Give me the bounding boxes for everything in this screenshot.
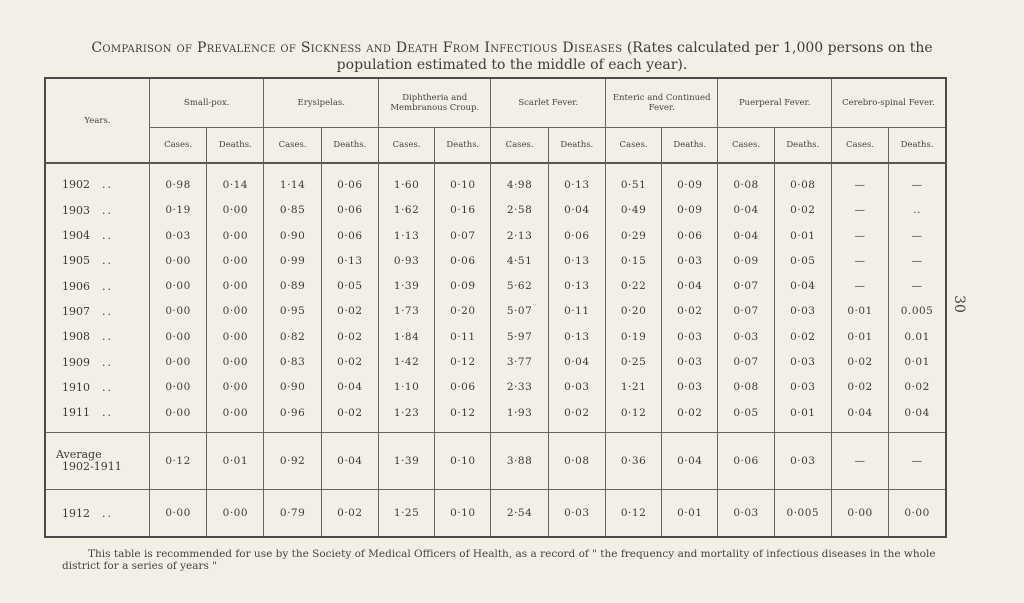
value-cell: 0·11: [548, 299, 605, 324]
value-cell: 0·04: [321, 375, 378, 400]
value-cell: 0·20: [605, 299, 661, 324]
value-cell: 0·12: [435, 349, 491, 374]
value-cell: 0·00: [149, 349, 206, 374]
value-cell: 0·13: [548, 274, 605, 299]
value-cell: 0·25: [605, 349, 661, 374]
deaths-subheader: Deaths.: [548, 128, 605, 164]
year-label: 1911: [62, 406, 90, 420]
year-cell: [45, 163, 149, 198]
statistics-table: [44, 77, 947, 538]
cases-subheader: Cases.: [605, 128, 661, 164]
value-cell: 2·54: [491, 490, 548, 537]
value-cell: 5·07: [491, 299, 548, 324]
leader-dots: ..: [102, 330, 113, 344]
value-cell: 1·14: [264, 163, 321, 198]
value-cell: 0·005: [774, 490, 831, 537]
disease-header: Small-pox.: [149, 78, 264, 128]
leader-dots: ..: [102, 203, 113, 217]
average-value-cell: 0·04: [321, 432, 378, 490]
value-cell: 0·20: [435, 299, 491, 324]
value-cell: 0·11: [435, 324, 491, 349]
value-cell: 0·00: [149, 490, 206, 537]
disease-header: Diphtheria and Membranous Croup.: [378, 78, 490, 128]
cases-subheader: Cases.: [264, 128, 321, 164]
table-body: [45, 163, 946, 537]
average-value-cell: 0·03: [774, 432, 831, 490]
value-cell: 0·02: [321, 400, 378, 432]
year-label: 1907: [62, 304, 90, 318]
footnote: This table is recommended for use by the Society of Medical Officers of Health, as a record of " the frequency and mortality of infectious diseases in the whole district for a series of years ": [62, 548, 936, 572]
year-label: 1912: [62, 506, 90, 520]
page-number: 30: [950, 295, 967, 313]
leader-dots: ..: [102, 506, 113, 520]
year-cell: [45, 324, 149, 349]
value-cell: 0·00: [207, 223, 264, 248]
value-cell: 0·06: [662, 223, 718, 248]
value-cell: 0.005: [889, 299, 946, 324]
value-cell: 0·19: [605, 324, 661, 349]
year-cell: [45, 400, 149, 432]
average-value-cell: 0·92: [264, 432, 321, 490]
value-cell: —: [889, 248, 946, 273]
title-note-line2: population estimated to the middle of each year).: [336, 57, 688, 73]
value-cell: 0·06: [548, 223, 605, 248]
disease-header-row: [45, 78, 946, 128]
value-cell: 0·00: [207, 274, 264, 299]
average-row: [45, 432, 946, 490]
value-cell: 0·00: [831, 490, 888, 537]
value-cell: 0·14: [207, 163, 264, 198]
value-cell: 0·90: [264, 223, 321, 248]
leader-dots: ..: [102, 178, 113, 192]
value-cell: 0·02: [774, 198, 831, 223]
value-cell: 0·02: [321, 349, 378, 374]
average-value-cell: 0·08: [548, 432, 605, 490]
table-row: [45, 349, 946, 374]
average-value-cell: 1·39: [378, 432, 434, 490]
value-cell: 0·05: [774, 248, 831, 273]
value-cell: 0·07: [718, 349, 774, 374]
value-cell: 0·03: [774, 375, 831, 400]
year-cell: [45, 299, 149, 324]
table-row: [45, 375, 946, 400]
value-cell: 0·01: [774, 223, 831, 248]
value-cell: 5·62: [491, 274, 548, 299]
value-cell: 0·13: [548, 163, 605, 198]
value-cell: 0·03: [774, 299, 831, 324]
value-cell: 0·29: [605, 223, 661, 248]
year-label: 1902: [62, 178, 90, 192]
value-cell: —: [889, 223, 946, 248]
value-cell: 0·04: [548, 198, 605, 223]
year-label: 1909: [62, 355, 90, 369]
deaths-subheader: Deaths.: [321, 128, 378, 164]
value-cell: 5·97: [491, 324, 548, 349]
year-label: 1910: [62, 380, 90, 394]
year-cell: [45, 248, 149, 273]
year-cell: [45, 375, 149, 400]
value-cell: 0·13: [548, 324, 605, 349]
value-cell: 0·08: [718, 375, 774, 400]
value-cell: 0·98: [149, 163, 206, 198]
average-value-cell: 0·01: [207, 432, 264, 490]
disease-header: Puerperal Fever.: [718, 78, 831, 128]
average-label-line2: 1902-1911: [62, 459, 122, 473]
value-cell: 0·09: [662, 198, 718, 223]
disease-header: Enteric and Continued Fever.: [605, 78, 717, 128]
value-cell: 0·12: [605, 400, 661, 432]
table-row: [45, 400, 946, 432]
value-cell: 0·01: [662, 490, 718, 537]
value-cell: 4·98: [491, 163, 548, 198]
value-cell: 0·03: [662, 324, 718, 349]
value-cell: 0·02: [321, 490, 378, 537]
value-cell: ..: [889, 198, 946, 223]
value-cell: 0·04: [718, 198, 774, 223]
value-cell: 0·89: [264, 274, 321, 299]
average-value-cell: 0·10: [435, 432, 491, 490]
value-cell: 0·22: [605, 274, 661, 299]
value-cell: 2·13: [491, 223, 548, 248]
value-cell: 0·01: [831, 324, 888, 349]
deaths-subheader: Deaths.: [774, 128, 831, 164]
value-cell: 0·82: [264, 324, 321, 349]
value-cell: 0·85: [264, 198, 321, 223]
value-cell: 0·03: [718, 490, 774, 537]
deaths-subheader: Deaths.: [889, 128, 946, 164]
value-cell: 0·07: [718, 274, 774, 299]
year-label: 1903: [62, 203, 90, 217]
year-cell: [45, 198, 149, 223]
value-cell: 0·90: [264, 375, 321, 400]
cases-subheader: Cases.: [149, 128, 206, 164]
value-cell: 0·05: [321, 274, 378, 299]
year-cell: [45, 274, 149, 299]
value-cell: 3·77: [491, 349, 548, 374]
year-cell: [45, 349, 149, 374]
value-cell: 1·23: [378, 400, 434, 432]
value-cell: 0·49: [605, 198, 661, 223]
value-cell: 0·03: [662, 349, 718, 374]
value-cell: 0·00: [207, 198, 264, 223]
value-cell: 0.01: [889, 324, 946, 349]
value-cell: 0·04: [718, 223, 774, 248]
value-cell: 0·03: [662, 248, 718, 273]
title-note-line1: (Rates calculated per 1,000 persons on the: [626, 40, 933, 56]
average-label: [45, 432, 149, 490]
table-title: [40, 40, 984, 74]
value-cell: 0·09: [662, 163, 718, 198]
value-cell: 0·00: [207, 299, 264, 324]
value-cell: 1·13: [378, 223, 434, 248]
value-cell: 0·04: [548, 349, 605, 374]
cases-subheader: Cases.: [718, 128, 774, 164]
value-cell: 1·93: [491, 400, 548, 432]
disease-header: Scarlet Fever.: [491, 78, 606, 128]
average-value-cell: 0·12: [149, 432, 206, 490]
table-row: [45, 198, 946, 223]
average-value-cell: 0·04: [662, 432, 718, 490]
average-label-line1: Average: [56, 447, 102, 461]
value-cell: 1·39: [378, 274, 434, 299]
value-cell: 1·73: [378, 299, 434, 324]
value-cell: 0·03: [774, 349, 831, 374]
leader-dots: ..: [102, 229, 113, 243]
leader-dots: ..: [102, 380, 113, 394]
value-cell: 0·07: [718, 299, 774, 324]
value-cell: 0·03: [548, 490, 605, 537]
deaths-subheader: Deaths.: [662, 128, 718, 164]
deaths-subheader: Deaths.: [435, 128, 491, 164]
table-row: [45, 274, 946, 299]
table-row: [45, 163, 946, 198]
value-cell: —: [889, 163, 946, 198]
value-cell: 0·00: [207, 375, 264, 400]
value-cell: 0·93: [378, 248, 434, 273]
value-cell: 0·00: [889, 490, 946, 537]
year-label: 1905: [62, 254, 90, 268]
value-cell: 0·06: [435, 248, 491, 273]
value-cell: 0·05: [718, 400, 774, 432]
value-cell: 0·02: [774, 324, 831, 349]
value-cell: 0·02: [548, 400, 605, 432]
value-cell: 1·10: [378, 375, 434, 400]
value-cell: 1·42: [378, 349, 434, 374]
value-cell: 0·79: [264, 490, 321, 537]
value-cell: 0·95: [264, 299, 321, 324]
value-cell: —: [831, 223, 888, 248]
value-cell: 0·09: [718, 248, 774, 273]
value-cell: 0·02: [321, 299, 378, 324]
average-value-cell: 0·36: [605, 432, 661, 490]
value-cell: 0·02: [831, 375, 888, 400]
value-cell: —: [831, 163, 888, 198]
value-cell: 0·10: [435, 490, 491, 537]
table-row: [45, 324, 946, 349]
disease-header: Erysipelas.: [264, 78, 379, 128]
value-cell: 0·00: [149, 375, 206, 400]
leader-dots: ..: [102, 355, 113, 369]
value-cell: 0·08: [774, 163, 831, 198]
cases-subheader: Cases.: [378, 128, 434, 164]
disease-header: Cerebro-spinal Fever.: [831, 78, 946, 128]
value-cell: 0·10: [435, 163, 491, 198]
value-cell: 0·13: [548, 248, 605, 273]
value-cell: 0·96: [264, 400, 321, 432]
value-cell: 0·08: [718, 163, 774, 198]
value-cell: 0·03: [548, 375, 605, 400]
value-cell: —: [831, 248, 888, 273]
value-cell: 0·04: [831, 400, 888, 432]
value-cell: 4·51: [491, 248, 548, 273]
value-cell: 1·60: [378, 163, 434, 198]
table-row: [45, 223, 946, 248]
leader-dots: ..: [102, 304, 113, 318]
value-cell: —: [831, 274, 888, 299]
value-cell: 0·19: [149, 198, 206, 223]
year-label: 1908: [62, 330, 90, 344]
table-row-1912: [45, 490, 946, 537]
value-cell: 1·84: [378, 324, 434, 349]
value-cell: 0·06: [321, 163, 378, 198]
table-row: [45, 248, 946, 273]
value-cell: 0·03: [662, 375, 718, 400]
value-cell: 0·51: [605, 163, 661, 198]
value-cell: 1·25: [378, 490, 434, 537]
value-cell: 0·15: [605, 248, 661, 273]
value-cell: 0·00: [207, 248, 264, 273]
year-cell: [45, 490, 149, 537]
value-cell: 0·16: [435, 198, 491, 223]
value-cell: 0·01: [889, 349, 946, 374]
average-value-cell: 0·06: [718, 432, 774, 490]
value-cell: 0·00: [149, 299, 206, 324]
value-cell: 0·03: [718, 324, 774, 349]
value-cell: 0·01: [774, 400, 831, 432]
value-cell: 0·00: [207, 349, 264, 374]
value-cell: 2·58: [491, 198, 548, 223]
value-cell: 0·00: [149, 248, 206, 273]
value-cell: 0·00: [207, 490, 264, 537]
average-value-cell: —: [889, 432, 946, 490]
value-cell: 0·04: [774, 274, 831, 299]
value-cell: 0·00: [149, 274, 206, 299]
average-value-cell: —: [831, 432, 888, 490]
value-cell: 0·12: [435, 400, 491, 432]
value-cell: 2·33: [491, 375, 548, 400]
value-cell: —: [889, 274, 946, 299]
value-cell: —: [831, 198, 888, 223]
value-cell: 0·06: [321, 198, 378, 223]
cases-subheader: Cases.: [831, 128, 888, 164]
table-row: [45, 299, 946, 324]
year-label: 1904: [62, 229, 90, 243]
value-cell: 0·12: [605, 490, 661, 537]
value-cell: 0·03: [149, 223, 206, 248]
value-cell: 0·06: [435, 375, 491, 400]
leader-dots: ..: [102, 254, 113, 268]
average-value-cell: 3·88: [491, 432, 548, 490]
value-cell: 0·00: [207, 324, 264, 349]
value-cell: 0·01: [831, 299, 888, 324]
leader-dots: ..: [102, 406, 113, 420]
year-cell: [45, 223, 149, 248]
value-cell: 0·00: [149, 400, 206, 432]
value-cell: 0·00: [207, 400, 264, 432]
value-cell: 0·83: [264, 349, 321, 374]
value-cell: 0·02: [662, 400, 718, 432]
years-header: Years.: [45, 78, 149, 163]
value-cell: 0·00: [149, 324, 206, 349]
value-cell: 0·02: [831, 349, 888, 374]
title-caption: Comparison of Prevalence of Sickness and Death From Infectious Diseases: [91, 40, 623, 56]
value-cell: 0·04: [889, 400, 946, 432]
subheader-row: [45, 128, 946, 164]
deaths-subheader: Deaths.: [207, 128, 264, 164]
value-cell: 1·62: [378, 198, 434, 223]
value-cell: 0·02: [321, 324, 378, 349]
value-cell: 0·04: [662, 274, 718, 299]
value-cell: 0·09: [435, 274, 491, 299]
value-cell: 0·06: [321, 223, 378, 248]
value-cell: 0·07: [435, 223, 491, 248]
value-cell: 0·13: [321, 248, 378, 273]
cases-subheader: Cases.: [491, 128, 548, 164]
value-cell: 0·02: [662, 299, 718, 324]
leader-dots: ..: [102, 279, 113, 293]
value-cell: 0·99: [264, 248, 321, 273]
value-cell: 1·21: [605, 375, 661, 400]
year-label: 1906: [62, 279, 90, 293]
value-cell: 0·02: [889, 375, 946, 400]
